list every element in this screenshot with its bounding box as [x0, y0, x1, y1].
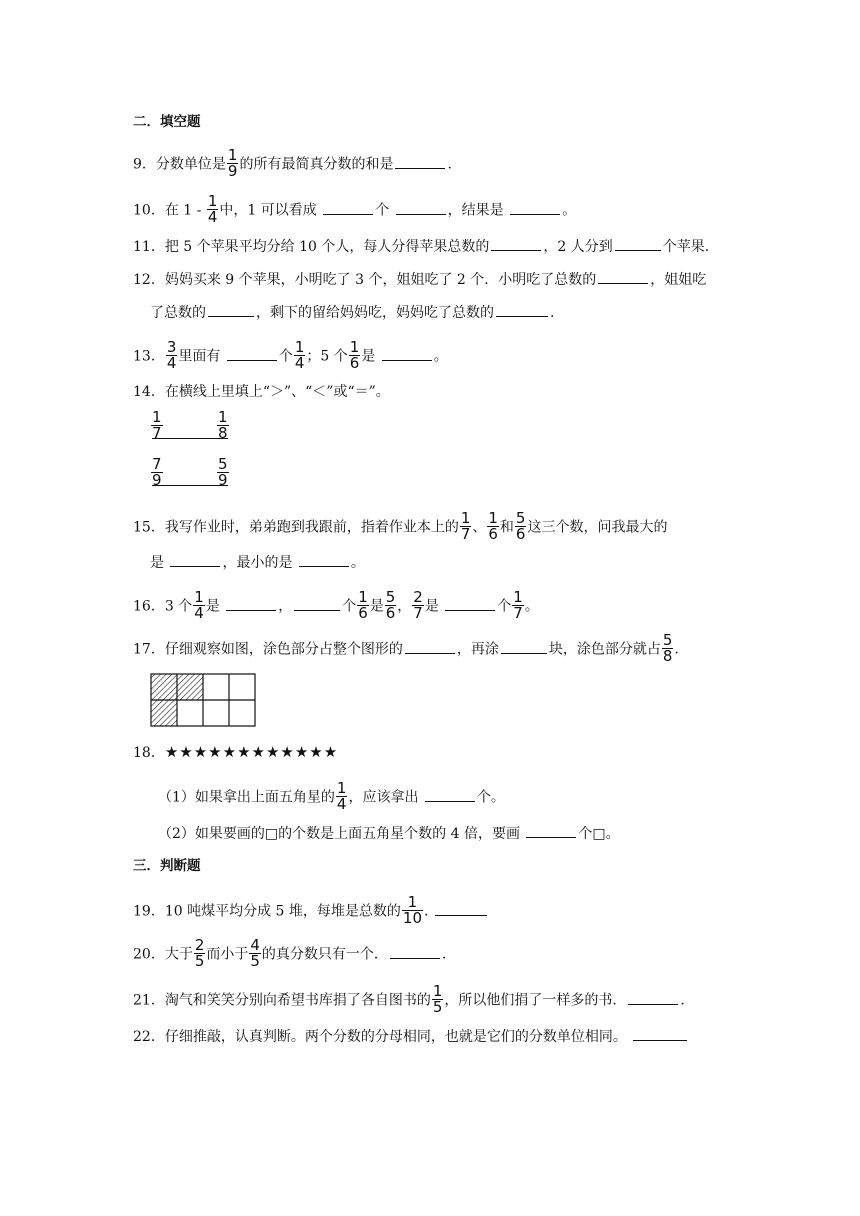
- question-18-part2: （2）如果要画的□的个数是上面五角星个数的 4 倍，要画 个□。: [158, 823, 620, 844]
- fraction: $\frac{3}{4}$: [166, 338, 177, 372]
- question-18: 18．★★★★★★★★★★★★: [133, 743, 339, 761]
- comparison-blank[interactable]: [152, 485, 228, 486]
- answer-blank[interactable]: [628, 990, 678, 1005]
- fraction: $\frac{1}{6}$: [349, 338, 360, 372]
- fraction: $\frac{5}{8}$: [662, 631, 673, 665]
- answer-blank[interactable]: [170, 552, 220, 567]
- answer-blank[interactable]: [405, 639, 455, 654]
- fraction: $\frac{7}{9}$: [152, 455, 162, 489]
- answer-blank[interactable]: [496, 302, 548, 317]
- fraction: $\frac{1}{5}$: [432, 982, 443, 1016]
- answer-blank[interactable]: [208, 302, 254, 317]
- answer-blank[interactable]: [445, 596, 495, 611]
- answer-blank[interactable]: [323, 200, 373, 215]
- answer-blank[interactable]: [501, 639, 547, 654]
- fraction: $\frac{5}{9}$: [218, 455, 228, 489]
- fraction: $\frac{1}{7}$: [513, 588, 523, 622]
- answer-blank[interactable]: [510, 200, 560, 215]
- answer-blank[interactable]: [299, 552, 349, 567]
- fraction: $\frac{5}{6}$: [385, 588, 396, 622]
- fraction: $\frac{4}{5}$: [250, 936, 260, 970]
- fraction: $\frac{1}{8}$: [218, 408, 228, 442]
- question-13: 13． $\frac{3}{4}$ 里面有 个 $\frac{1}{4}$ ；5 个 $\frac{1}{6}$ 是 。: [133, 338, 448, 372]
- question-10: 10．在 1 - $\frac{1}{4}$ 中，1 可以看成 个 ，结果是 。: [133, 192, 577, 226]
- fraction: $\frac{1}{4}$: [294, 338, 305, 372]
- question-17: 17．仔细观察如图，涂色部分占整个图形的 ，再涂 块，涂色部分就占 $\frac{5}{8}$ .: [133, 631, 679, 665]
- question-19: 19．10 吨煤平均分成 5 堆，每堆是总数的 $\frac{1}{10}$ .: [133, 896, 489, 927]
- question-18-part1: （1）如果拿出上面五角星的 $\frac{1}{4}$ ，应该拿出 个。: [158, 779, 505, 813]
- fraction: $\frac{1}{4}$: [207, 192, 218, 226]
- answer-blank[interactable]: [382, 346, 432, 361]
- question-16: 16．3 个 $\frac{1}{4}$ 是 ， 个 $\frac{1}{6}$ 是 $\frac{5}{6}$ ， $\frac{2}{7}$ 是 个 $\frac{1}{7}$ 。: [133, 588, 539, 622]
- answer-blank[interactable]: [390, 944, 440, 959]
- question-20: 20．大于 $\frac{2}{5}$ 而小于 $\frac{4}{5}$ 的真分数只有一个． .: [133, 936, 447, 970]
- answer-blank[interactable]: [226, 596, 276, 611]
- question-9: 9．分数单位是 $\frac{1}{9}$ 的所有最简真分数的和是 .: [133, 146, 452, 180]
- grid-cell-shaded: [151, 674, 177, 700]
- comparison-pair-1: [148, 410, 238, 450]
- answer-blank[interactable]: [294, 596, 340, 611]
- fraction: $\frac{1}{6}$: [358, 588, 368, 622]
- section-title-true-false: 三．判断题: [133, 858, 201, 874]
- fraction: $\frac{1}{10}$: [402, 893, 422, 927]
- shaded-grid-figure: [150, 673, 260, 729]
- answer-blank[interactable]: [395, 154, 445, 169]
- answer-blank[interactable]: [633, 1026, 687, 1041]
- question-15-line2: 是 ，最小的是 。: [150, 552, 365, 573]
- fraction: $\frac{1}{4}$: [336, 779, 347, 813]
- grid-cell-shaded: [151, 700, 177, 726]
- fraction: $\frac{5}{6}$: [515, 509, 526, 543]
- fraction: $\frac{1}{9}$: [227, 146, 238, 180]
- answer-blank[interactable]: [598, 269, 648, 284]
- comparison-pair-2: [148, 457, 238, 497]
- fraction: $\frac{1}{6}$: [488, 509, 498, 543]
- fraction: $\frac{2}{5}$: [194, 936, 205, 970]
- fraction: $\frac{2}{7}$: [413, 588, 423, 622]
- answer-blank[interactable]: [615, 236, 661, 251]
- fraction: $\frac{1}{4}$: [194, 588, 204, 622]
- question-11: 11．把 5 个苹果平均分给 10 个人，每人分得苹果总数的 ，2 人分到 个苹果.: [133, 236, 709, 257]
- fraction: $\frac{1}{7}$: [460, 509, 471, 543]
- section-title-fill-in: 二．填空题: [133, 114, 201, 130]
- answer-blank[interactable]: [396, 200, 446, 215]
- fraction: $\frac{1}{7}$: [152, 408, 162, 442]
- star-row: ★★★★★★★★★★★★: [164, 743, 339, 761]
- grid-cell-shaded: [177, 674, 203, 700]
- comparison-blank[interactable]: [152, 438, 228, 439]
- question-21: 21．淘气和笑笑分别向希望书库捐了各自图书的 $\frac{1}{5}$ ，所以他们捐了一样多的书． .: [133, 982, 685, 1016]
- question-12-line2: 了总数的 ，剩下的留给妈妈吃，妈妈吃了总数的 .: [150, 302, 554, 323]
- question-22: 22．仔细推敲，认真判断。两个分数的分母相同，也就是它们的分数单位相同。: [133, 1026, 689, 1047]
- question-12-line1: 12．妈妈买来 9 个苹果，小明吃了 3 个，姐姐吃了 2 个．小明吃了总数的 ，姐姐吃: [133, 269, 706, 290]
- answer-blank[interactable]: [425, 787, 475, 802]
- question-15-line1: 15．我写作业时，弟弟跑到我跟前，指着作业本上的 $\frac{1}{7}$ 、 $\frac{1}{6}$ 和 $\frac{5}{6}$ 这三个数，问我最大的: [133, 509, 668, 543]
- question-14: 14．在横线上里填上“＞”、“＜”或“＝”。: [133, 384, 390, 400]
- answer-blank[interactable]: [526, 823, 576, 838]
- answer-blank[interactable]: [491, 236, 541, 251]
- answer-blank[interactable]: [227, 346, 277, 361]
- answer-blank[interactable]: [435, 901, 487, 916]
